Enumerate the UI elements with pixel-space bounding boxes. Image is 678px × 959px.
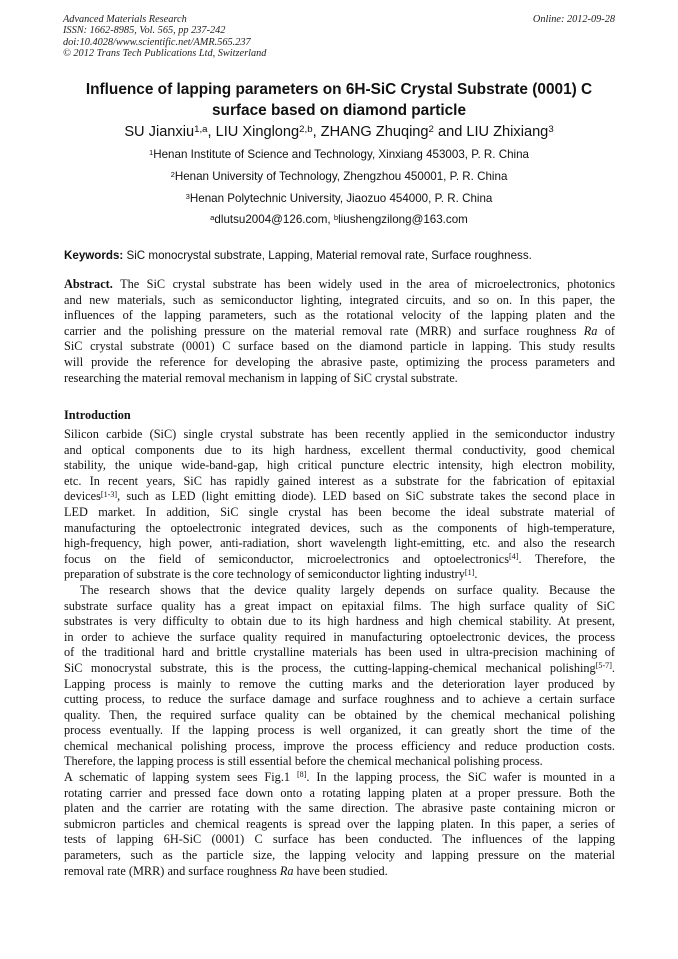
- intro-line: [64, 552, 615, 568]
- intro-line: [64, 864, 615, 880]
- email-link[interactable]: liushengzilong@163.com: [338, 213, 468, 226]
- text-run: focus on the field of semiconductor, microelectronics and optoelectronics: [64, 551, 509, 566]
- email-mark: b: [333, 212, 339, 222]
- intro-line: tests of lapping 6H-SiC (0001) C surface has been conducted. The influences of the lapping: [64, 832, 615, 847]
- text-run: removal rate (MRR) and surface roughness: [64, 863, 280, 878]
- intro-line: submicron particles and chemical reagents is spread over the lapping platen. In this paper, a series of: [64, 816, 615, 831]
- text-run: of: [597, 323, 616, 338]
- affil-text: Henan Polytechnic University, Jiaozuo 454000, P. R. China: [189, 192, 493, 205]
- text-run: SiC monocrystal substrate, this is the process, the cutting-lapping-chemical mechanical polishing: [64, 660, 596, 675]
- author-name: LIU Xinglong: [215, 124, 300, 140]
- section-heading-introduction: Introduction: [64, 408, 131, 422]
- author-name: SU Jianxiu: [124, 124, 195, 140]
- text-run: have been studied.: [293, 863, 388, 878]
- affil-mark: 2: [170, 169, 175, 179]
- symbol-ra: Ra: [583, 323, 598, 338]
- copyright-line: © 2012 Trans Tech Publications Ltd, Switzerland: [63, 48, 267, 60]
- introduction-body: [64, 427, 615, 879]
- paper-title: [55, 79, 623, 121]
- author-affil-mark: 2: [428, 123, 434, 135]
- text-run: .: [474, 567, 478, 582]
- intro-line: LED market. In addition, SiC single crystal has been become the ideal substrate material of: [64, 504, 615, 519]
- text-run: The SiC crystal substrate has been widely used in the area of microelectronics, photonics: [112, 277, 615, 291]
- author-affil-mark: 2,b: [299, 123, 313, 135]
- author-affil-mark: 1,a: [194, 123, 208, 135]
- affil-text: Henan University of Technology, Zhengzhou 450001, P. R. China: [174, 170, 508, 183]
- email-mark: a: [210, 212, 215, 222]
- intro-line: and optical components due to its high hardness, excellent thermal conductivity, good chemical: [64, 442, 615, 457]
- intro-line: The research shows that the device quality largely depends on surface quality. Because the: [80, 582, 615, 597]
- citation-ref[interactable]: [8]: [296, 770, 307, 780]
- text-run: . Therefore, the: [518, 551, 615, 566]
- citation-ref[interactable]: [1]: [464, 567, 475, 577]
- intro-line: etc. In recent years, SiC has rapidly gained interest as a substrate for the fabrication of epitaxial: [64, 473, 615, 488]
- author-affil-mark: 3: [548, 123, 554, 135]
- citation-ref[interactable]: [5-7]: [595, 661, 612, 671]
- email-link[interactable]: dlutsu2004@126.com: [214, 213, 328, 226]
- author-separator: ,: [207, 124, 216, 140]
- author-list: [55, 123, 623, 141]
- intro-line: quality. Then, the required surface quality can be obtained by the chemical mechanical polishing: [64, 707, 615, 722]
- keywords-text: SiC monocrystal substrate, Lapping, Material removal rate, Surface roughness.: [123, 249, 532, 262]
- intro-line: manufacturing the optoelectronic integrated devices, such as the components of high-temperature,: [64, 520, 615, 535]
- text-run: A schematic of lapping system sees Fig.1: [64, 770, 297, 785]
- keywords: [64, 249, 616, 263]
- author-name: ZHANG Zhuqing: [320, 124, 429, 140]
- text-run: devices: [64, 489, 101, 504]
- abstract-line: will provide the reference for developing the abrasive paste, optimizing the process parameters and: [64, 354, 615, 369]
- author-separator: ,: [312, 124, 321, 140]
- affil-mark: 1: [148, 147, 154, 157]
- intro-line: in order to achieve the surface quality required in manufacturing optoelectronic devices, the process: [64, 629, 615, 644]
- abstract-line: researching the material removal mechanism in lapping of SiC crystal substrate.: [64, 370, 458, 385]
- intro-line: [64, 567, 615, 583]
- intro-line: rotating carrier and pressed face down onto a rotating lapping platen at a proper pressure. Both the: [64, 785, 615, 800]
- text-run: .: [611, 660, 615, 675]
- abstract-line: influences of the lapping parameters, such as the rotational velocity of the lapping platen and the: [64, 308, 615, 323]
- journal-header: [63, 14, 615, 60]
- abstract: [64, 277, 615, 386]
- intro-line: cutting process, to reduce the surface damage and surface roughness and to achieve a certain surface: [64, 692, 615, 707]
- keywords-label: Keywords:: [64, 249, 124, 262]
- email-separator: ,: [327, 213, 334, 226]
- text-run: carrier and the polishing pressure on the material removal rate (MRR) and surface roughness: [64, 323, 584, 338]
- title-line-2: surface based on diamond particle: [211, 102, 466, 119]
- intro-line: high-frequency, high power, anti-radiation, short wavelength light-emitting, etc. and also the research: [64, 536, 615, 551]
- intro-line: Silicon carbide (SiC) single crystal substrate has been recently applied in the semiconductor industry: [64, 427, 615, 441]
- affil-mark: 3: [185, 191, 190, 201]
- intro-line: [64, 770, 615, 786]
- title-line-1: Influence of lapping parameters on 6H-SiC Crystal Substrate (0001) C: [85, 81, 593, 98]
- author-separator: and: [433, 124, 467, 140]
- author-name: LIU Zhixiang: [466, 124, 549, 140]
- abstract-line: and new materials, such as semiconductor lighting, integrated circuits, and so on. In this paper, the: [64, 292, 615, 307]
- abstract-line: [64, 324, 615, 340]
- abstract-line: SiC crystal substrate (0001) C surface based on the diamond particle in lapping. This study results: [64, 339, 615, 354]
- intro-line: process eventually. If the lapping process is well organized, it can greatly short the time of the: [64, 723, 615, 738]
- issn-line: ISSN: 1662-8985, Vol. 565, pp 237-242: [63, 25, 226, 37]
- intro-line: [64, 661, 615, 677]
- affil-text: Henan Institute of Science and Technology, Xinxiang 453003, P. R. China: [153, 148, 529, 161]
- abstract-line: [64, 277, 615, 293]
- doi-line: doi:10.4028/www.scientific.net/AMR.565.237: [63, 36, 251, 48]
- online-date: Online: 2012-09-28: [532, 14, 615, 25]
- intro-line: Therefore, the lapping process is still essential before the chemical mechanical polishing process.: [64, 754, 543, 769]
- abstract-label: Abstract.: [64, 277, 113, 291]
- intro-line: substrates is very difficulty to obtain due to its high hardness and high chemical stability. At present,: [64, 614, 615, 629]
- text-run: , such as LED (light emitting diode). LED based on SiC substrate takes the second place in: [117, 489, 615, 504]
- intro-line: of the traditional hard and brittle crystalline materials has been used in ultra-precision machining of: [64, 645, 615, 660]
- affiliation-2: [55, 170, 623, 184]
- affiliation-3: [55, 192, 623, 206]
- intro-line: parameters, such as the particle size, the lapping velocity and lapping pressure on the material: [64, 848, 615, 863]
- affiliation-1: [55, 148, 623, 162]
- citation-ref[interactable]: [1-3]: [100, 489, 118, 499]
- intro-line: substrate surface quality has a great impact on epitaxial films. The high surface quality of SiC: [64, 598, 615, 613]
- symbol-ra: Ra: [279, 863, 294, 878]
- citation-ref[interactable]: [4]: [508, 552, 519, 562]
- intro-line: chemical mechanical polishing process, improve the process efficiency and reduce production costs.: [64, 738, 615, 753]
- text-run: preparation of substrate is the core technology of semiconductor lighting industry: [64, 567, 465, 582]
- intro-line: [64, 489, 615, 505]
- journal-name: Advanced Materials Research: [63, 14, 187, 25]
- text-run: . In the lapping process, the SiC wafer is mounted in a: [306, 770, 615, 785]
- intro-line: Lapping process is mainly to remove the cutting marks and the deterioration layer produced by: [64, 676, 615, 691]
- intro-line: stability, the unique wide-band-gap, high critical puncture electric intensity, high electron mobility,: [64, 458, 615, 473]
- intro-line: platen and the carrier are rotating with the same direction. The abrasive paste containing micron or: [64, 801, 615, 816]
- author-emails: [55, 213, 623, 227]
